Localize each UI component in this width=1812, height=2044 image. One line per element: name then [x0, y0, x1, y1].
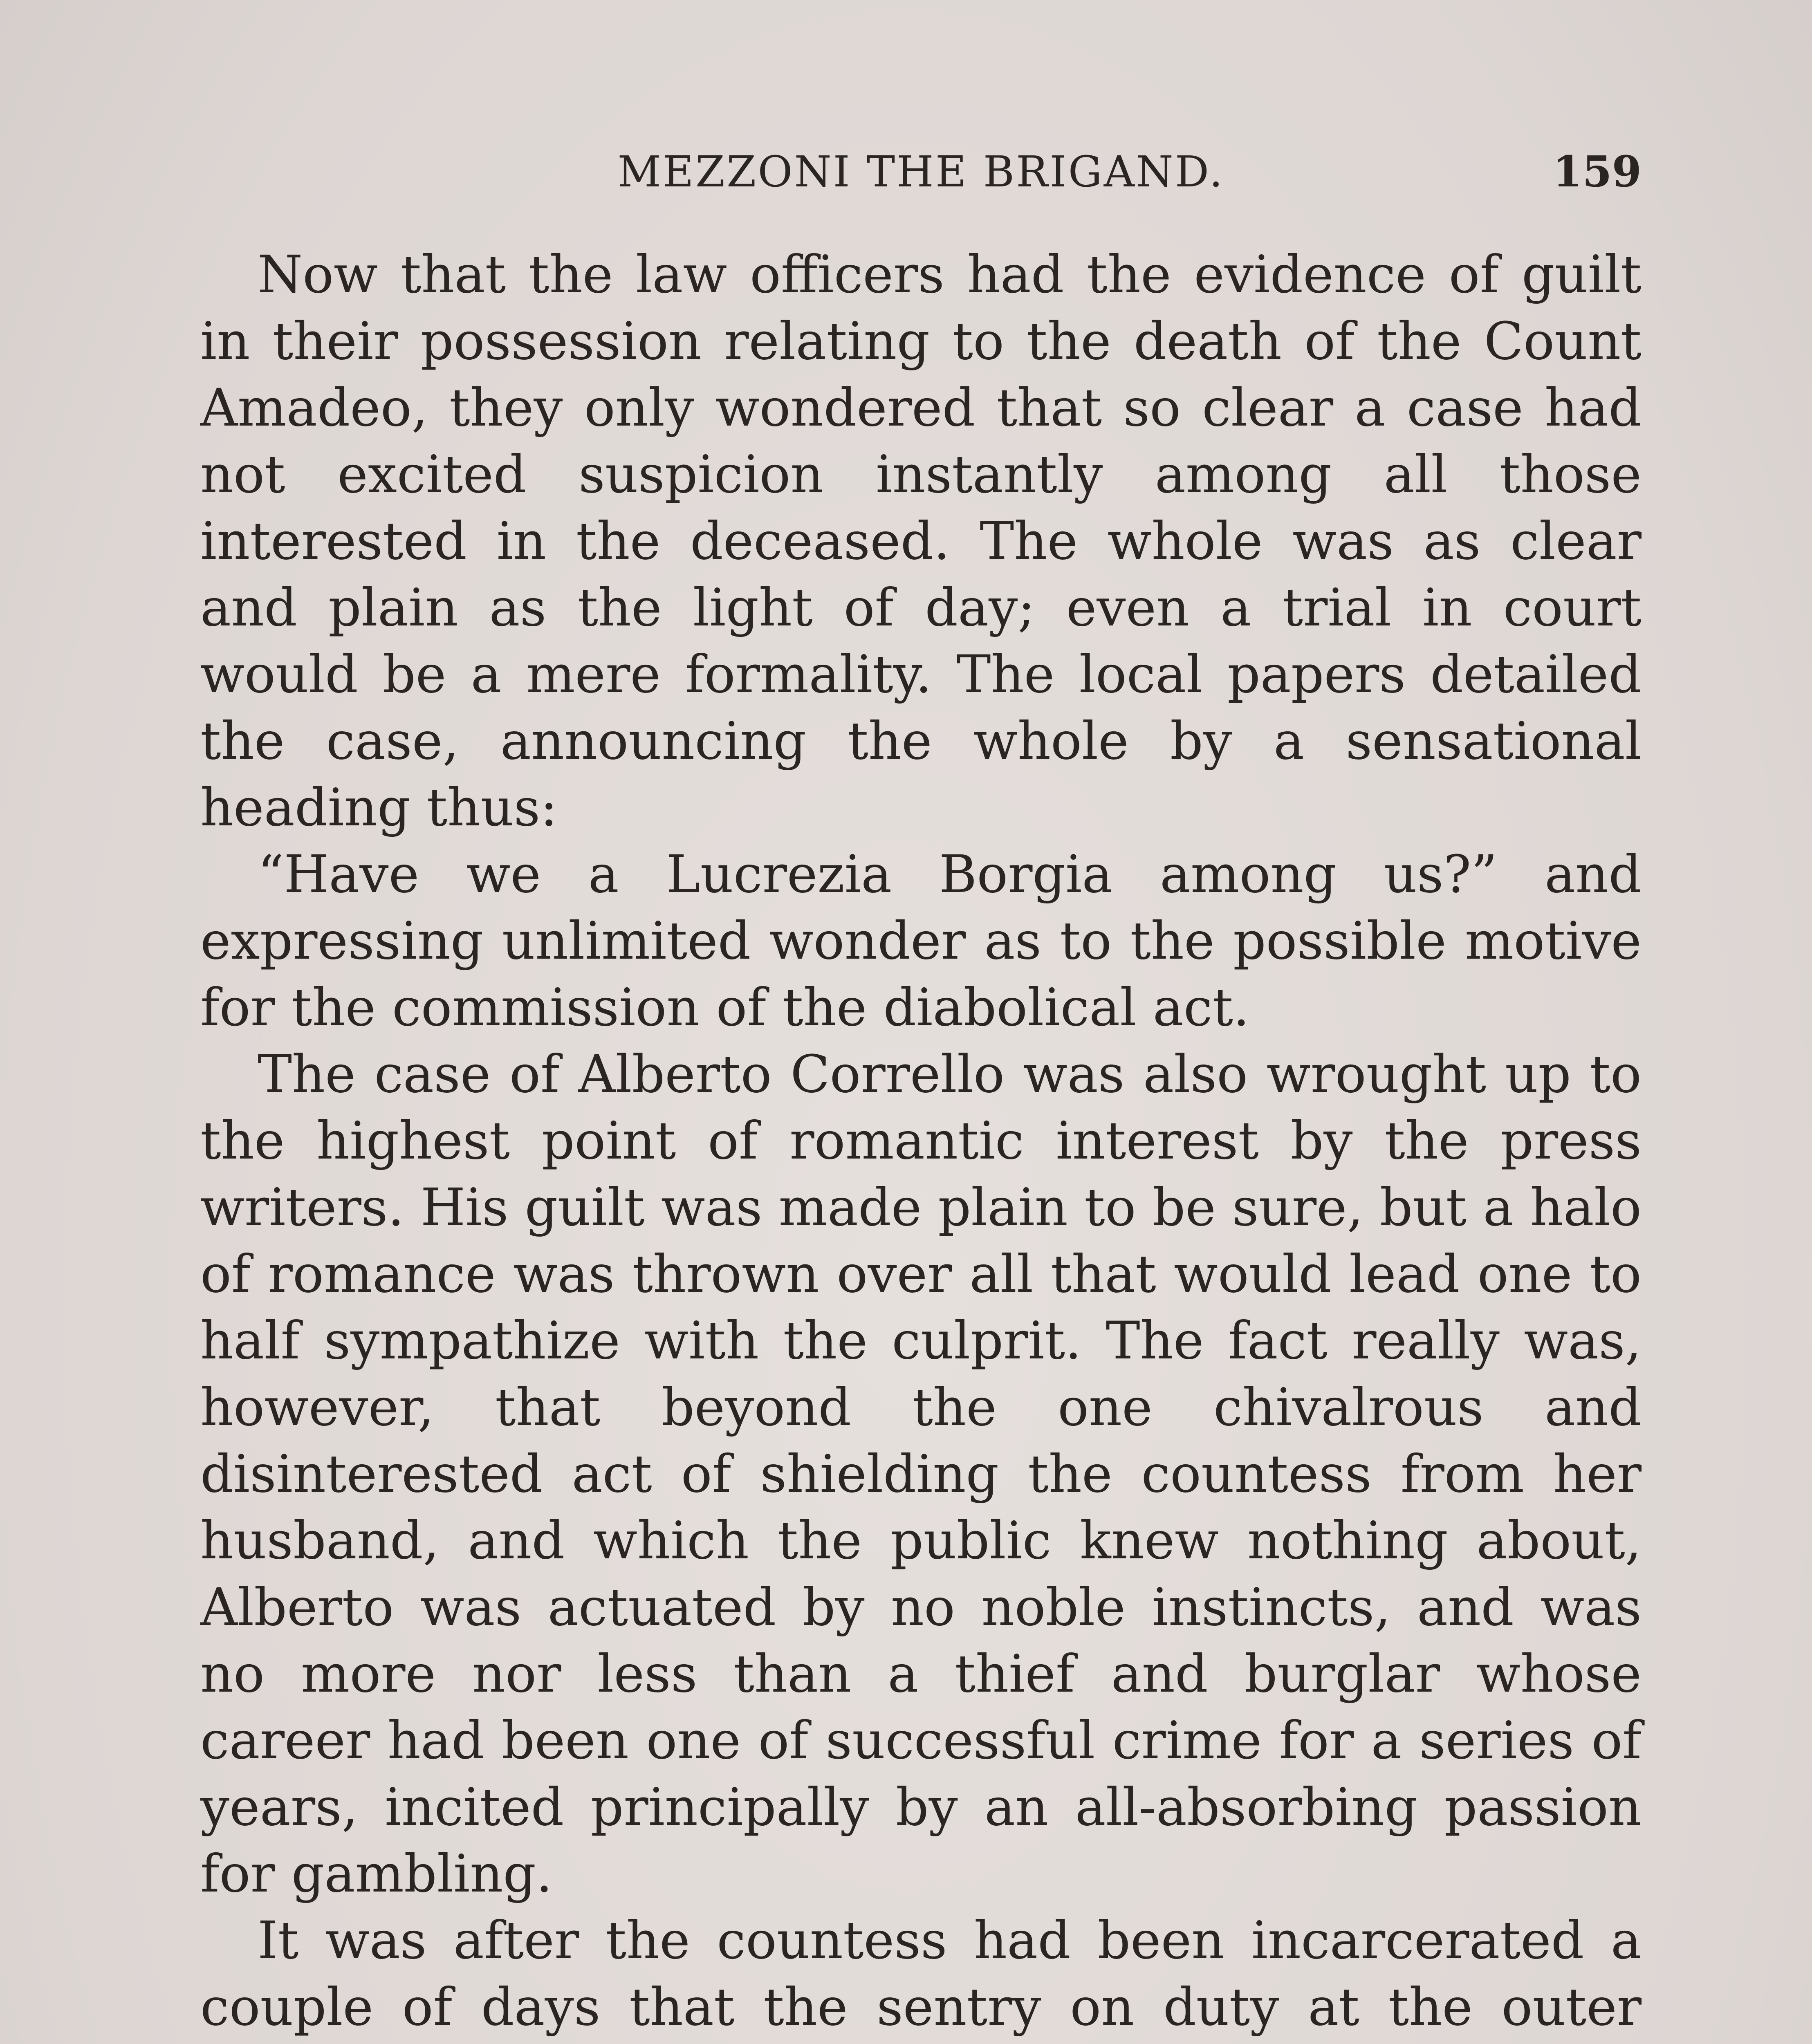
- body-text: [200, 241, 1642, 2044]
- running-title: MEZZONI THE BRIGAND.: [617, 147, 1224, 197]
- paragraph: Now that the law officers had the evidence of guilt in their possession relating to the death of the Count Amadeo, they only wondered that so clear a case had not excited suspicion instantly among all those interested in the deceased. The whole was as clear and plain as the light of day; even a trial in court would be a mere formality. The local papers detailed the case, announcing the whole by a sensational heading thus:: [200, 244, 1642, 838]
- paragraph: The case of Alberto Corrello was also wrought up to the highest point of romantic interest by the press writers. His guilt was made plain to be sure, but a halo of romance was thrown over all that would lead one to half sympathize with the culprit. The fact really was, however, that beyond the one chivalrous and disinterested act of shielding the countess from her husband, and which the public knew nothing about, Alberto was actuated by no noble instincts, and was no more nor less than a thief and burglar whose career had been one of successful crime for a series of years, incited principally by an all-absorbing passion for gambling.: [200, 1044, 1642, 1904]
- paragraph: It was after the countess had been incarcerated a couple of days that the sentry on duty at the outer: [200, 1910, 1642, 2037]
- page-number: 159: [1552, 146, 1642, 197]
- page-header: [200, 145, 1642, 198]
- paragraph: “Have we a Lucrezia Borgia among us?” and expressing unlimited wonder as to the possible motive for the commission of the diabolical act.: [200, 844, 1642, 1038]
